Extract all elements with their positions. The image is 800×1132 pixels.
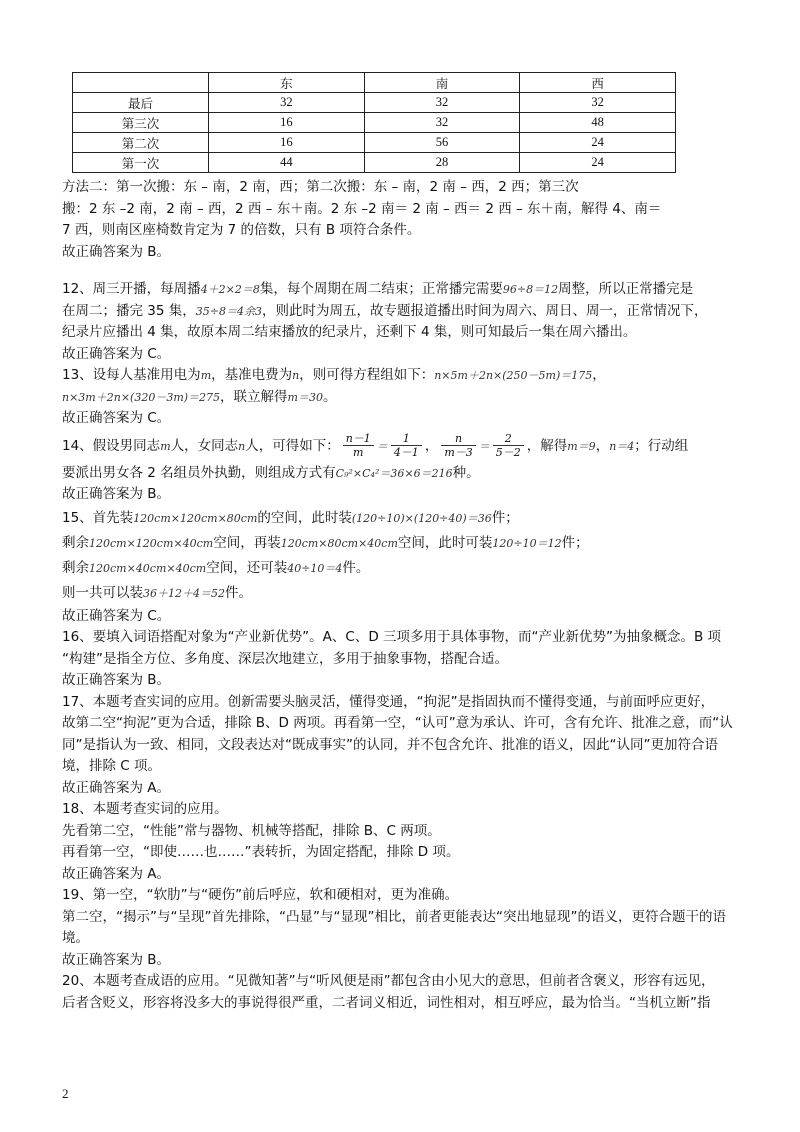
table-cell: 16 — [209, 113, 365, 133]
text: 件； — [561, 534, 589, 551]
math-expression: m＝9 — [567, 439, 596, 453]
text: 13、设每人基准用电为 — [62, 367, 201, 383]
table-cell: 32 — [209, 93, 365, 113]
q14-line — [62, 430, 742, 463]
math-expression: 35÷8＝4余3 — [195, 304, 262, 318]
text: ；行动组 — [634, 437, 689, 454]
q13-answer: 故正确答案为 C。 — [62, 410, 171, 426]
equals-sign: ＝ — [376, 439, 388, 453]
table-header-row — [73, 73, 676, 93]
table-cell: 第二次 — [73, 133, 209, 153]
fraction — [441, 432, 475, 459]
text: 件。 — [342, 559, 370, 576]
text: 要派出男女各 2 名组员外执勤，则组成方式有 — [62, 464, 336, 481]
q12-line — [62, 301, 742, 323]
table-cell: 56 — [364, 133, 520, 153]
math-expression: 96÷8＝12 — [502, 283, 559, 296]
text: 。 — [322, 388, 337, 405]
q15-line — [62, 556, 742, 581]
q13-line — [62, 387, 742, 409]
table-row — [73, 113, 676, 133]
q13-line — [62, 365, 742, 387]
table-cell: 第三次 — [73, 113, 209, 133]
denominator: 5－2 — [495, 446, 521, 459]
table-cell: 32 — [364, 93, 520, 113]
text: 在周二；播完 35 集， — [62, 302, 196, 319]
text: 则一共可以装 — [62, 584, 143, 601]
q15-answer: 故正确答案为 C。 — [62, 607, 171, 624]
text: 空间，此时可装 — [397, 534, 493, 551]
q17-line: 同”是指认为一致、相同，文段表达对“既成事实”的认同，并不包含允许、批准的语义，因此“认同”更加符合语 — [62, 736, 718, 753]
q19-line: 第二空，“揭示”与“呈现”首先排除，“凸显”与“显现”相比，前者更能表达“突出地显现”的语义，更符合题干的语 — [62, 908, 726, 925]
q20-line: 20、本题考查成语的应用。“见微知著”与“听风便是雨”都包含由小见大的意思，但前者含褒义，形容有远见， — [62, 973, 715, 989]
math-expression: n×3m＋2n×(320－3m)＝275 — [62, 390, 221, 404]
text: 件。 — [225, 584, 252, 601]
q11-line: 7 西，则南区座椅数肯定为 7 的倍数，只有 B 项符合条件。 — [62, 222, 421, 238]
text: 空间，还可装 — [206, 559, 288, 576]
table-cell: 第一次 — [73, 153, 209, 173]
equals-sign: ＝ — [478, 439, 490, 453]
q18-line: 18、本题考查实词的应用。 — [62, 801, 228, 817]
q12-line — [62, 279, 742, 301]
q11-answer: 故正确答案为 B。 — [62, 243, 171, 260]
q19-line: 19、第一空，“软肋”与“硬伤”前后呼应，软和硬相对，更为准确。 — [62, 887, 459, 903]
text: 周整，所以正常播完是 — [558, 281, 694, 297]
q19-answer: 故正确答案为 B。 — [62, 951, 171, 968]
math-expression: 120cm×120cm×80cm — [133, 511, 258, 525]
math-expression: 36＋12＋4＝52 — [143, 586, 225, 600]
page-number: 2 — [62, 1086, 69, 1101]
table-cell: 28 — [364, 153, 520, 173]
text: 空间，再装 — [213, 534, 281, 551]
text: ， — [595, 437, 610, 454]
math-expression: 120÷10＝12 — [492, 536, 562, 550]
q15-line — [62, 506, 742, 531]
table-row — [73, 153, 676, 173]
text: 12、周三开播，每周播 — [62, 281, 201, 297]
text: 剩余 — [62, 559, 89, 576]
denominator: m — [353, 446, 364, 459]
fraction — [391, 432, 422, 459]
table-cell: 32 — [520, 93, 676, 113]
seat-table — [72, 72, 676, 173]
q18-answer: 故正确答案为 A。 — [62, 865, 171, 882]
table-header-cell: 西 — [520, 73, 676, 93]
q17-answer: 故正确答案为 A。 — [62, 779, 171, 796]
math-variable: n — [292, 369, 300, 382]
q16-answer: 故正确答案为 B。 — [62, 672, 171, 688]
table-cell: 48 — [520, 113, 676, 133]
text: ，则此时为周五，故专题报道播出时间为周六、周日、周一，正常情况下， — [261, 302, 708, 319]
math-variable: n — [238, 439, 246, 453]
text: 人，可得如下： — [245, 437, 340, 454]
math-expression: n×5m＋2n×(250－5m)＝175 — [434, 369, 593, 382]
q11-line: 方法二：第一次搬：东 – 南，2 南，西；第二次搬：东 – 南，2 南 – 西，2 西；第三次 — [62, 179, 579, 195]
table-cell: 16 — [209, 133, 365, 153]
text: ，联立解得 — [220, 388, 288, 405]
math-expression: n＝4 — [609, 439, 635, 453]
table-header-cell — [73, 73, 209, 93]
math-expression: 120cm×80cm×40cm — [280, 536, 398, 550]
q12-answer: 故正确答案为 C。 — [62, 345, 171, 362]
q15-line — [62, 581, 742, 606]
text: 的空间，此时装 — [257, 509, 352, 526]
q18-line: 先看第二空，“性能”常与器物、机械等搭配，排除 B、C 两项。 — [62, 822, 441, 839]
table-cell: 32 — [364, 113, 520, 133]
q14-line — [62, 463, 742, 485]
text: ，解得 — [526, 437, 568, 454]
page-content — [62, 72, 742, 1014]
denominator: m－3 — [444, 446, 473, 459]
q19-line: 境。 — [62, 930, 89, 946]
text: ，基准电费为 — [211, 367, 293, 383]
math-expression: 4＋2×2＝8 — [200, 283, 260, 296]
math-expression: 40÷10＝4 — [287, 561, 343, 575]
q18-line: 再看第一空，“即使……也……”表转折，为固定搭配，排除 D 项。 — [62, 844, 460, 860]
fraction — [493, 432, 524, 459]
table-row — [73, 93, 676, 113]
q17-line: 故第二空“拘泥”更为合适，排除 B、D 两项。再看第一空，“认可”意为承认、许可，含有允许、批准之意，而“认 — [62, 715, 733, 731]
text: 剩余 — [62, 534, 89, 551]
numerator: 1 — [391, 432, 422, 446]
table-cell: 44 — [209, 153, 365, 173]
numerator: 2 — [493, 432, 524, 446]
text: ， — [424, 437, 439, 454]
table-cell: 24 — [520, 153, 676, 173]
text: 14、假设男同志 — [62, 437, 161, 454]
text: ，则可得方程组如下： — [299, 367, 435, 383]
denominator: 4－1 — [393, 446, 419, 459]
q17-line: 境，排除 C 项。 — [62, 758, 162, 774]
table-cell: 24 — [520, 133, 676, 153]
math-expression: (120÷10)×(120÷40)＝36 — [351, 511, 492, 525]
q14-answer: 故正确答案为 B。 — [62, 486, 171, 502]
text: 集，每个周期在周二结束；正常播完需要 — [259, 281, 503, 297]
numerator: n — [441, 432, 475, 446]
math-expression: 120cm×40cm×40cm — [89, 561, 207, 575]
text: 人，女同志 — [170, 437, 239, 454]
math-expression: m＝30 — [287, 390, 323, 404]
q17-line: 17、本题考查实词的应用。创新需要头脑灵活，懂得变通，“拘泥”是指固执而不懂得变通，与前面呼应更好， — [62, 693, 715, 710]
q20-line: 后者含贬义，形容将没多大的事说得很严重，二者词义相近，词性相对，相互呼应，最为恰当。“当机立断”指 — [62, 994, 711, 1011]
table-header-cell: 南 — [364, 73, 520, 93]
q11-line: 搬：2 东 –2 南，2 南 – 西，2 西 – 东＋南。2 东 –2 南＝ 2 南 – 西＝ 2 西 – 东＋南，解得 4、南＝ — [62, 200, 662, 217]
math-variable: m — [160, 439, 171, 453]
table-header-cell: 东 — [209, 73, 365, 93]
math-expression: C₉²×C₄²＝36×6＝216 — [335, 466, 453, 480]
fraction — [343, 432, 374, 459]
q16-line: 16、要填入词语搭配对象为“产业新优势”。A、C、D 三项多用于具体事物，而“产业新优势”为抽象概念。B 项 — [62, 629, 722, 645]
q12-line: 纪录片应播出 4 集，故原本周二结束播放的纪录片，还剩下 4 集，则可知最后一集在周六播出。 — [62, 324, 637, 340]
numerator: n－1 — [343, 432, 374, 446]
math-variable: m — [200, 369, 212, 382]
table-row — [73, 133, 676, 153]
q15-line — [62, 531, 742, 556]
text: 件； — [491, 509, 519, 526]
text: 15、首先装 — [62, 509, 134, 526]
text: 种。 — [452, 464, 480, 481]
math-expression: 120cm×120cm×40cm — [89, 536, 214, 550]
text: ， — [592, 367, 606, 383]
table-cell: 最后 — [73, 93, 209, 113]
q16-line: “构建”是指全方位、多角度、深层次地建立，多用于抽象事物，搭配合适。 — [62, 650, 508, 667]
